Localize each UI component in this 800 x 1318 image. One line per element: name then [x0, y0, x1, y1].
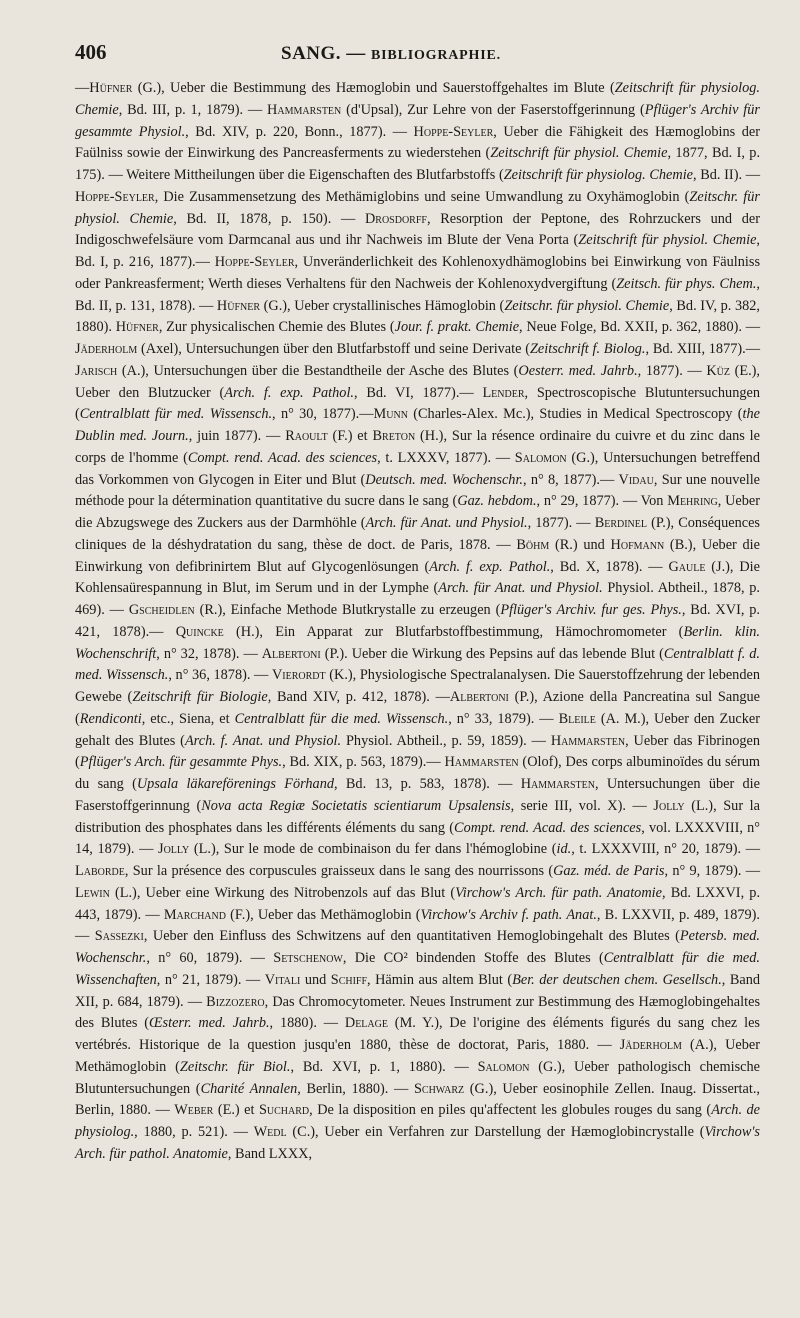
bibliography-text: —Hüfner (G.), Ueber die Bestimmung des Hæmoglobin und Sauerstoffgehaltes im Blute (Zeitschrift für physiolog. Chemie, Bd. III, p. 1, 1879). — Hammarsten (d'Upsal), Zur Lehre von der Faserstoffgerinnung (Pflüger's Archiv für gesammte Physiol., Bd. XIV, p. 220, Bonn., 1877). — Hoppe-Seyler, Ueber die Fähigkeit des Hæmoglobins der Faülniss sowie der Einwirkung des Pancreasferments zu wiederstehen (Zeitschrift für physiol. Chemie, 1877, Bd. I, p. 175). — Weitere Mittheilungen über die Eigenschaften des Blutfarbstoffs (Zeitschrift für physiolog. Chemie, Bd. II). — Hoppe-Seyler, Die Zusammensetzung des Methämiglobins und seine Umwandlung zu Oxyhämoglobin (Zeitschr. für physiol. Chemie, Bd. II, 1878, p. 150). — Drosdorff, Resorption der Peptone, des Rohrzuckers und der Indigoschwefelsäure vom Darmcanal aus und ihr Nachweis im Blute der Vena Porta (Zeitschrift für physiol. Chemie, Bd. I, p. 216, 1877).— Hoppe-Seyler, Unveränderlichkeit des Kohlenoxydhämoglobins bei Einwirkung von Fäulniss oder Pankreasferment; Werth dieses Verhaltens für den Nachweis der Kohlenoxydvergiftung (Zeitsch. für phys. Chem., Bd. II, p. 131, 1878). — Hüfner (G.), Ueber crystallinisches Hämoglobin (Zeitschr. für physiol. Chemie, Bd. IV, p. 382, 1880). Hüfner, Zur physicalischen Chemie des Blutes (Jour. f. prakt. Chemie, Neue Folge, Bd. XXII, p. 362, 1880). — Jäderholm (Axel), Untersuchungen über den Blutfarbstoff und seine Derivate (Zeitschrift f. Biolog., Bd. XIII, 1877).— Jarisch (A.), Untersuchungen über die Bestandtheile der Asche des Blutes (Oesterr. med. Jahrb., 1877). — Küz (E.), Ueber den Blutzucker (Arch. f. exp. Pathol., Bd. VI, 1877).— Lender, Spectroscopische Blutuntersuchungen (Centralblatt für med. Wissensch., n° 30, 1877).—Munn (Charles-Alex. Mc.), Studies in Medical Spectroscopy (the Dublin med. Journ., juin 1877). — Raoult (F.) et Breton (H.), Sur la résence ordinaire du cuivre et du zinc dans le corps de l'homme (Compt. rend. Acad. des sciences, t. LXXXV, 1877). — Salomon (G.), Untersuchungen betreffend das Vorkommen von Glycogen in Eiter und Blut (Deutsch. med. Wochenschr., n° 8, 1877).— Vidau, Sur une nouvelle méthode pour la détermination quantitative du sucre dans le sang (Gaz. hebdom., n° 29, 1877). — Von Mehring, Ueber die Abzugswege des Zuckers aus der Darmhöhle (Arch. für Anat. und Physiol., 1877). — Berdinel (P.), Conséquences cliniques de la déshydratation du sang, thèse de doct. de Paris, 1878. — Böhm (R.) und Hofmann (B.), Ueber die Einwirkung von defibrinirtem Blut auf Glycogenlösungen (Arch. f. exp. Pathol., Bd. X, 1878). — Gaule (J.), Die Kohlensaürespannung in Blut, im Serum und in der Lymphe (Arch. für Anat. und Physiol. Physiol. Abtheil., 1878, p. 469). — Gscheidlen (R.), Einfache Methode Blutkrystalle zu erzeugen (Pflüger's Archiv. fur ges. Phys., Bd. XVI, p. 421, 1878).— Quincke (H.), Ein Apparat zur Blutfarbstoffbestimmung, Hämochromometer (Berlin. klin. Wochenschrift, n° 32, 1878). — Albertoni (P.). Ueber die Wirkung des Pepsins auf das lebende Blut (Centralblatt f. d. med. Wissensch., n° 36, 1878). — Vierordt (K.), Physiologische Spectralanalysen. Die Sauerstoffzehrung der lebenden Gewebe (Zeitschrift für Biologie, Band XIV, p. 412, 1878). —Albertoni (P.), Azione della Pancreatina sul Sangue (Rendiconti, etc., Siena, et Centralblatt für die med. Wissensch., n° 33, 1879). — Bleile (A. M.), Ueber den Zucker gehalt des Blutes (Arch. f. Anat. und Physiol. Physiol. Abtheil., p. 59, 1859). — Hammarsten, Ueber das Fibrinogen (Pflüger's Arch. für gesammte Phys., Bd. XIX, p. 563, 1879).— Hammarsten (Olof), Des corps albuminoïdes du sérum du sang (Upsala läkareförenings Förhand, Bd. 13, p. 583, 1878). — Hammarsten, Untersuchungen über die Faserstoffgerinnung (Nova acta Regiæ Societatis scientiarum Upsalensis, serie III, vol. X). — Jolly (L.), Sur la distribution des phosphates dans les différents éléments du sang (Compt. rend. Acad. des sciences, vol. LXXXVIII, n° 14, 1879). — Jolly (L.), Sur le mode de combinaison du fer dans l'hémoglobine (id., t. LXXXVIII, n° 20, 1879). — Laborde, Sur la présence des corpuscules graisseux dans le sang des nourrissons (Gaz. méd. de Paris, n° 9, 1879). —Lewin (L.), Ueber eine Wirkung des Nitrobenzols auf das Blut (Virchow's Arch. für path. Anatomie, Bd. LXXVI, p. 443, 1879). — Marchand (F.), Ueber das Methämoglobin (Virchow's Archiv f. path. Anat., B. LXXVII, p. 489, 1879). — Sassezki, Ueber den Einfluss des Schwitzens auf den quantitativen Hemoglobingehalt des Blutes (Petersb. med. Wochenschr., n° 60, 1879). — Setschenow, Die CO² bindenden Stoffe des Blutes (Centralblatt für die med. Wissenchaften, n° 21, 1879). — Vitali und Schiff, Hämin aus altem Blut (Ber. der deutschen chem. Gesellsch., Band XII, p. 684, 1879). — Bizzozero, Das Chromocytometer. Neues Instrument zur Bestimmung des Hæmoglobingehaltes des Blutes (Œsterr. med. Jahrb., 1880). — Delage (M. Y.), De l'origine des éléments figurés du sang chez les vertébrés. Historique de la question jusqu'en 1880, thèse de doctorat, Paris, 1880. — Jäderholm (A.), Ueber Methämoglobin (Zeitschr. für Biol., Bd. XVI, p. 1, 1880). — Salomon (G.), Ueber pathologisch chemische Blutuntersuchungen (Charité Annalen, Berlin, 1880). — Schwarz (G.), Ueber eosinophile Zellen. Inaug. Dissertat., Berlin, 1880. — Weber (E.) et Suchard, De la disposition en piles qu'affectent les globules rouges du sang (Arch. de physiolog., 1880, p. 521). — Wedl (C.), Ueber ein Verfahren zur Darstellung der Hæmoglobincrystalle (Virchow's Arch. für pathol. Anatomie, Band LXXX, [75, 80, 761, 1162]
running-head-separator: — [341, 43, 372, 64]
page-number: 406 [75, 40, 107, 64]
running-head-main: SANG. [281, 43, 342, 64]
running-head [281, 43, 501, 65]
running-head-sub: BIBLIOGRAPHIE. [371, 48, 501, 63]
page-header [75, 40, 760, 74]
